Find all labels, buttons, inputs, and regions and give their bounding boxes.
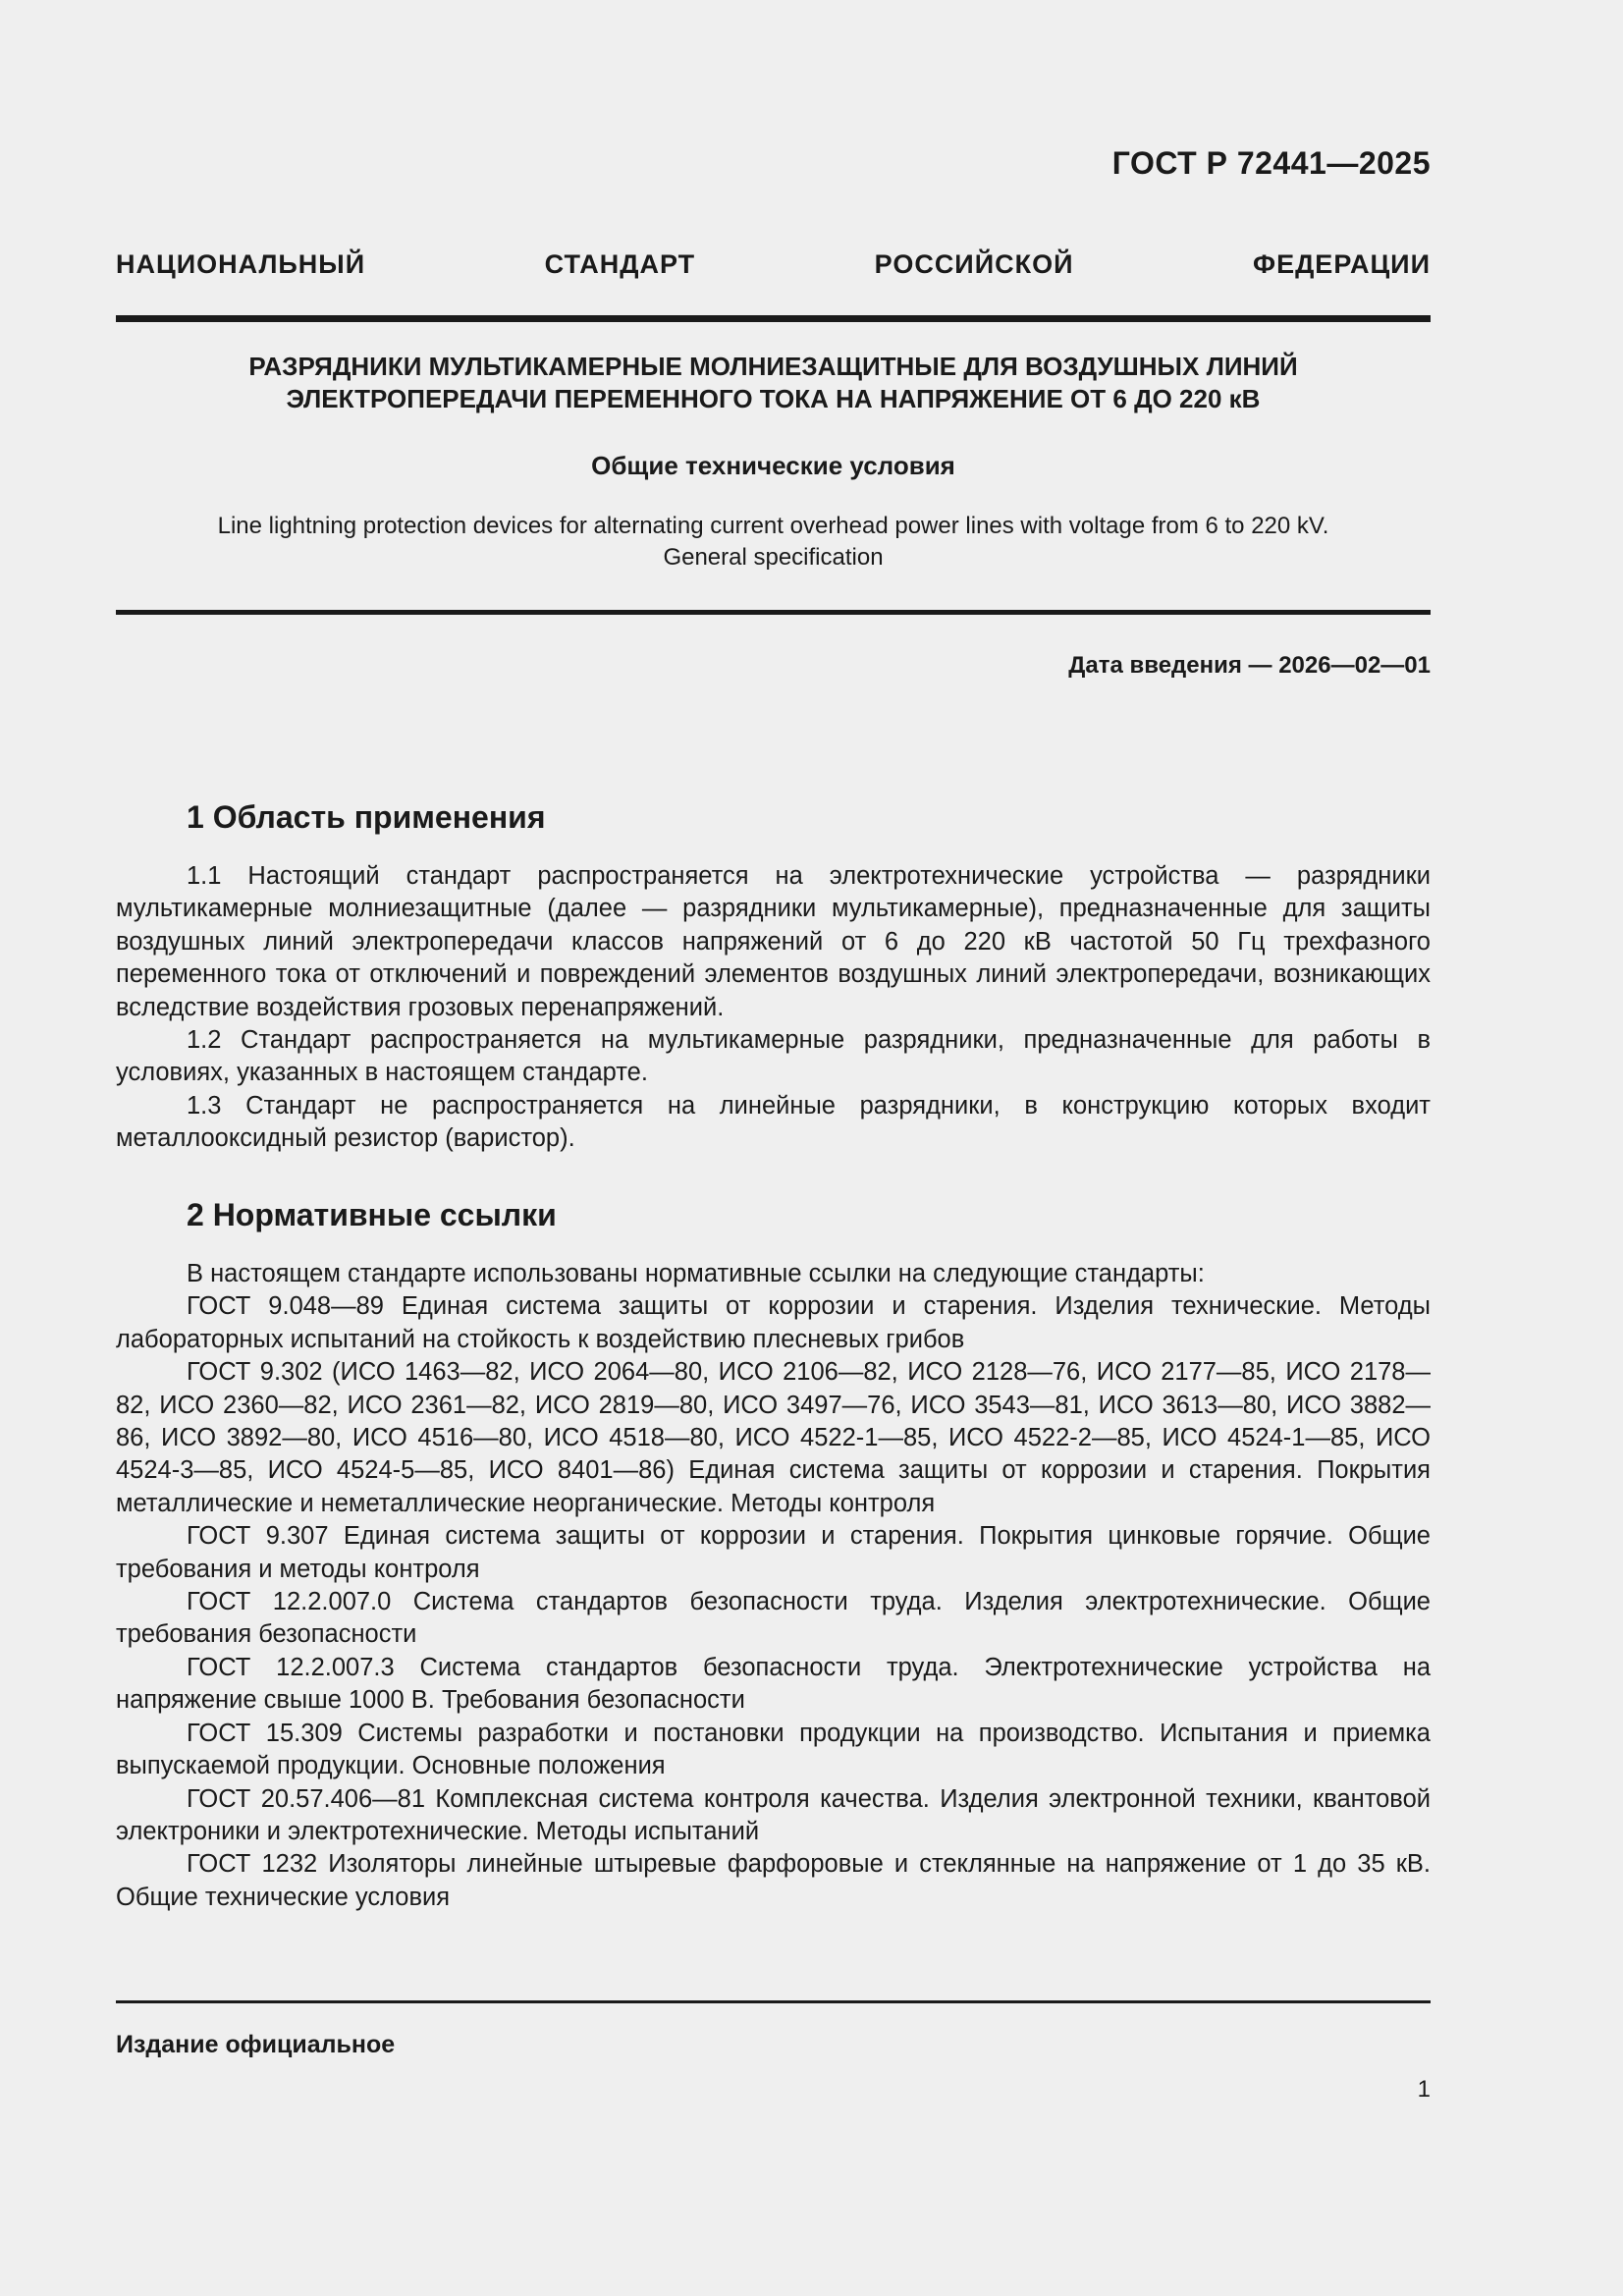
- top-divider: [116, 315, 1431, 322]
- english-title-line-1: Line lightning protection devices for alternating current overhead power lines with voltage from 6 to 220 kV.: [217, 513, 1329, 539]
- introduction-date: Дата введения — 2026—02—01: [1068, 652, 1431, 679]
- reference-item: ГОСТ 9.307 Единая система защиты от коррозии и старения. Покрытия цинковые горячие. Общие требования и методы контроля: [116, 1522, 1431, 1583]
- english-title: [116, 511, 1431, 574]
- title-line-1: РАЗРЯДНИКИ МУЛЬТИКАМЕРНЫЕ МОЛНИЕЗАЩИТНЫЕ ДЛЯ ВОЗДУШНЫХ ЛИНИЙ: [248, 352, 1298, 381]
- reference-item: ГОСТ 12.2.007.0 Система стандартов безопасности труда. Изделия электротехнические. Общие требования безопасности: [116, 1588, 1431, 1649]
- paragraph: В настоящем стандарте использованы нормативные ссылки на следующие стандарты:: [187, 1260, 1205, 1287]
- section-2-body: [116, 1258, 1431, 1914]
- reference-item: ГОСТ 15.309 Системы разработки и постановки продукции на производство. Испытания и приемка выпускаемой продукции. Основные положения: [116, 1719, 1431, 1780]
- national-standard-title: НАЦИОНАЛЬНЫЙ СТАНДАРТ РОССИЙСКОЙ ФЕДЕРАЦИИ: [116, 249, 1431, 279]
- paragraph: 1.2 Стандарт распространяется на мультикамерные разрядники, предназначенные для работы в условиях, указанных в настоящем стандарте.: [116, 1026, 1431, 1087]
- official-edition-label: Издание официальное: [116, 2031, 396, 2058]
- section-2-heading: 2 Нормативные ссылки: [187, 1197, 557, 1232]
- section-1-heading: 1 Область применения: [187, 799, 546, 835]
- english-title-line-2: General specification: [663, 544, 884, 571]
- reference-item: ГОСТ 1232 Изоляторы линейные штыревые фарфоровые и стеклянные на напряжение от 1 до 35 кВ. Общие технические условия: [116, 1850, 1431, 1911]
- paragraph: 1.1 Настоящий стандарт распространяется на электротехнические устройства — разрядники мультикамерные молниезащитные (далее — разрядники мультикамерные), предназначенные для защиты воздушных линий электропередачи классов напряжений от 6 до 220 кВ частотой 50 Гц трехфазного переменного тока от отключений и повреждений элементов воздушных линий электропередачи, возникающих вследствие воздействия грозовых перенапряжений.: [116, 862, 1431, 1021]
- document-number: ГОСТ Р 72441—2025: [1111, 145, 1431, 181]
- document-subtitle: Общие технические условия: [591, 451, 955, 480]
- middle-divider: [116, 610, 1431, 615]
- footer-divider: [116, 2000, 1431, 2003]
- section-1-body: [116, 860, 1431, 1156]
- page-number: 1: [1417, 2076, 1431, 2103]
- paragraph: 1.3 Стандарт не распространяется на линейные разрядники, в конструкцию которых входит металлооксидный резистор (варистор).: [116, 1091, 1431, 1153]
- reference-item: ГОСТ 9.048—89 Единая система защиты от коррозии и старения. Изделия технические. Методы лабораторных испытаний на стойкость к воздействию плесневых грибов: [116, 1292, 1431, 1353]
- reference-item: ГОСТ 9.302 (ИСО 1463—82, ИСО 2064—80, ИСО 2106—82, ИСО 2128—76, ИСО 2177—85, ИСО 2178—82, ИСО 2360—82, ИСО 2361—82, ИСО 2819—80, ИСО 3497—76, ИСО 3543—81, ИСО 3613—80, ИСО 3882—86, ИСО 3892—80, ИСО 4516—80, ИСО 4518—80, ИСО 4522-1—85, ИСО 4522-2—85, ИСО 4524-1—85, ИСО 4524-3—85, ИСО 4524-5—85, ИСО 8401—86) Единая система защиты от коррозии и старения. Покрытия металлические и неметаллические неорганические. Методы контроля: [116, 1358, 1431, 1517]
- document-title: [116, 351, 1431, 415]
- reference-item: ГОСТ 20.57.406—81 Комплексная система контроля качества. Изделия электронной техники, квантовой электроники и электротехнические. Методы испытаний: [116, 1784, 1431, 1845]
- reference-item: ГОСТ 12.2.007.3 Система стандартов безопасности труда. Электротехнические устройства на напряжение свыше 1000 В. Требования безопасности: [116, 1653, 1431, 1715]
- title-line-2: ЭЛЕКТРОПЕРЕДАЧИ ПЕРЕМЕННОГО ТОКА НА НАПРЯЖЕНИЕ ОТ 6 ДО 220 кВ: [286, 384, 1261, 413]
